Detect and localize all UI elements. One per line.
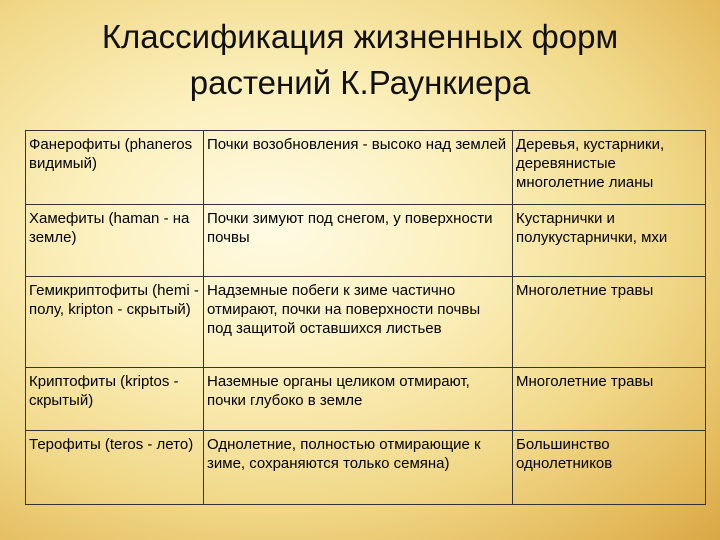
table-row (26, 368, 706, 431)
life-form-name: Хамефиты (haman - на земле) (26, 205, 204, 277)
life-form-examples: Кустарнички и полукустарнички, мхи (513, 205, 706, 277)
life-forms-table (25, 130, 706, 505)
life-form-name: Гемикриптофиты (hemi - полу, kripton - скрытый) (26, 277, 204, 368)
life-form-description: Однолетние, полностью отмирающие к зиме, сохраняются только семяна) (204, 431, 513, 505)
table-row (26, 131, 706, 205)
life-form-examples: Многолетние травы (513, 368, 706, 431)
life-form-description: Почки зимуют под снегом, у поверхности почвы (204, 205, 513, 277)
life-form-examples: Большинство однолетников (513, 431, 706, 505)
life-form-name: Криптофиты (kriptos - скрытый) (26, 368, 204, 431)
life-form-name: Фанерофиты (phaneros видимый) (26, 131, 204, 205)
life-form-description: Почки возобновления - высоко над землей (204, 131, 513, 205)
slide-title-line-2: растений К.Раункиера (189, 64, 531, 101)
slide-title-line-1: Классификация жизненных форм (101, 18, 619, 55)
life-form-name: Терофиты (teros - лето) (26, 431, 204, 505)
life-form-examples: Многолетние травы (513, 277, 706, 368)
table-row (26, 431, 706, 505)
life-form-description: Надземные побеги к зиме частично отмирают, почки на поверхности почвы под защитой оставшихся листьев (204, 277, 513, 368)
table-row (26, 205, 706, 277)
table-row (26, 277, 706, 368)
slide-title (0, 14, 720, 106)
life-form-description: Наземные органы целиком отмирают, почки глубоко в земле (204, 368, 513, 431)
life-form-examples: Деревья, кустарники, деревянистые многолетние лианы (513, 131, 706, 205)
